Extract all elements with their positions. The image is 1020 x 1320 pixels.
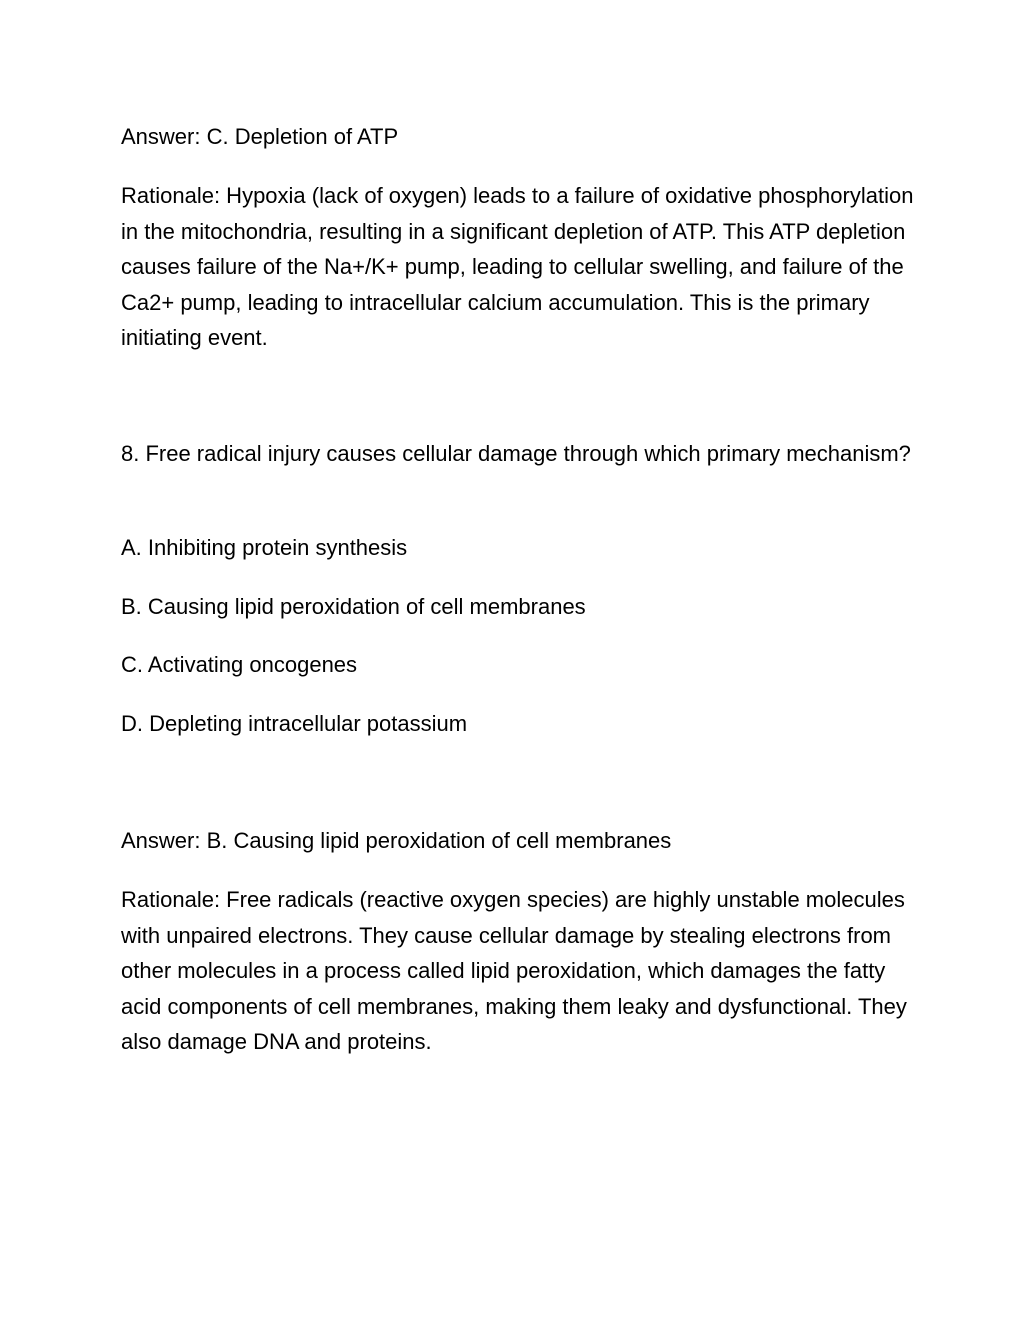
previous-rationale: Rationale: Hypoxia (lack of oxygen) leads to a failure of oxidative phosphorylation in the mitochondria, resulting in a significant depletion of ATP. This ATP depletion causes failure of the Na+/K+ pump, leading to cellular swelling, and failure of the Ca2+ pump, leading to intracellular calcium accumulation. This is the primary initiating event. (121, 183, 914, 350)
question-text: 8. Free radical injury causes cellular damage through which primary mechanism? (121, 441, 911, 466)
option-c: C. Activating oncogenes (121, 652, 358, 677)
option-b: B. Causing lipid peroxidation of cell membranes (121, 594, 586, 619)
previous-answer: Answer: C. Depletion of ATP (121, 124, 399, 149)
rationale: Rationale: Free radicals (reactive oxygen species) are highly unstable molecules with unpaired electrons. They cause cellular damage by stealing electrons from other molecules in a process called lipid peroxidation, which damages the fatty acid components of cell membranes, making them leaky and dysfunctional. They also damage DNA and proteins. (121, 887, 907, 1054)
answer: Answer: B. Causing lipid peroxidation of cell membranes (121, 828, 672, 853)
option-d: D. Depleting intracellular potassium (121, 711, 468, 736)
option-a: A. Inhibiting protein synthesis (121, 535, 408, 560)
